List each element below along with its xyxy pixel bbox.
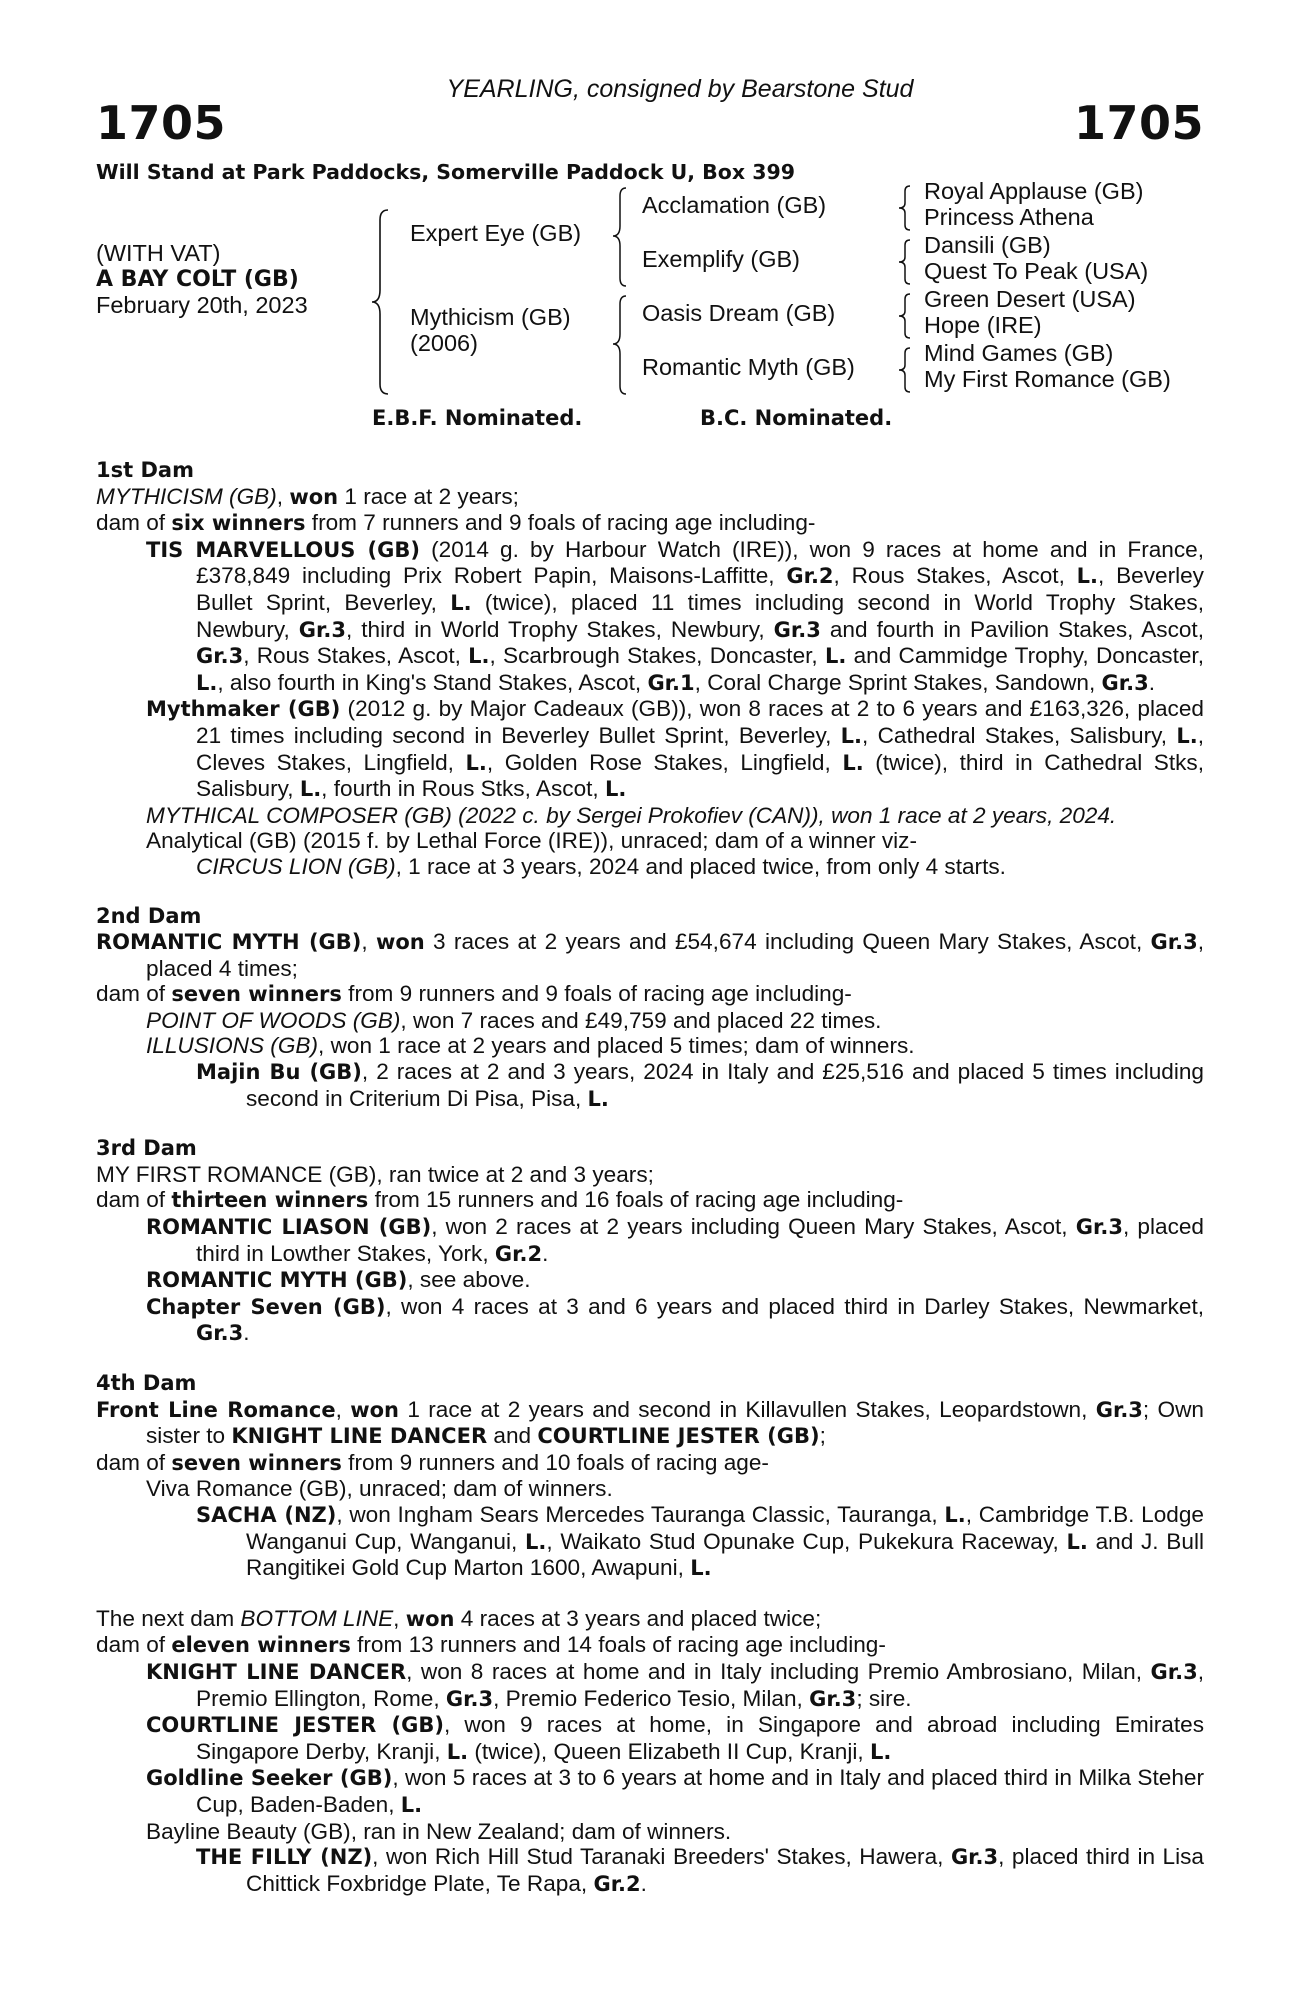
text: 1 race at 2 years; [338,483,519,509]
text: (2014 g. by Harbour Watch (IRE)), won 9 races at home and in France, £378,849 including Prix Robert Papin, Maisons-Laffitte, [196,536,1204,589]
brace-icon [896,346,914,394]
lot-number-right: 1705 [1073,96,1204,150]
text: , [276,483,290,509]
dam-name: BOTTOM LINE [240,1605,394,1631]
horse-name: ILLUSIONS (GB) [146,1033,319,1059]
ebf-nomination: E.B.F. Nominated. [372,406,583,430]
text: 4 races at 3 years and placed twice; [454,1605,822,1631]
winners-count: seven winners [171,982,342,1007]
text: , placed third in Lisa Chittick Foxbridge Plate, Te Rapa, [246,1844,1204,1896]
text: , Cambridge T.B. Lodge Wanganui Cup, Wanganui, [246,1501,1204,1554]
listed: L. [824,644,847,669]
text: , Rous Stakes, Ascot, [243,643,469,669]
text: , third in World Trophy Stakes, Newbury, [345,616,774,642]
grade: Gr.2 [593,1871,641,1896]
won-label: won [350,1397,399,1422]
listed: L. [842,750,864,775]
won-label: won [405,1606,455,1631]
horse-name: KNIGHT LINE DANCER [146,1659,407,1684]
produce-entry: Analytical (GB) (2015 f. by Lethal Force (IRE)), unraced; dam of a winner viz- [146,828,918,854]
text: ; [819,1423,826,1449]
dam-name: Front Line Romance [96,1397,336,1422]
listed: L. [450,590,472,615]
produce-entry: Viva Romance (GB), unraced; dam of winners. [146,1476,613,1502]
text: , won Ingham Sears Mercedes Tauranga Classic, Tauranga, [336,1501,945,1527]
section-title: 2nd Dam [96,903,202,928]
text: , Cleves Stakes, Lingfield, [196,722,1204,775]
sire-dam-name: Exemplify (GB) [642,246,800,272]
winners-count: seven winners [171,1450,342,1475]
horse-name: COURTLINE JESTER (GB) [146,1713,444,1738]
horse-name: POINT OF WOODS (GB) [146,1007,401,1033]
grade: Gr.2 [786,564,834,589]
produce-summary [96,1450,1204,1477]
listed: L. [525,1529,547,1554]
listed: L. [1076,564,1098,589]
produce-entry [96,537,1204,697]
dam-name: Mythicism (GB) [410,304,571,330]
text: , won Rich Hill Stud Taranaki Breeders' Stakes, Hawera, [372,1844,951,1870]
text: , fourth in Rous Stks, Ascot, [321,776,605,802]
dam-name: MYTHICISM (GB) [96,483,277,509]
text: The next dam [96,1605,241,1631]
produce-entry [96,696,1204,802]
listed: L. [465,750,487,775]
ped-ddd: My First Romance (GB) [924,366,1171,392]
stand-location: Will Stand at Park Paddocks, Somerville Paddock U, Box 399 [96,160,796,184]
text: (twice), placed 11 times including second in World Trophy Stakes, Newbury, [196,589,1204,642]
text: and [487,1423,538,1449]
text: , [361,929,376,955]
grand-produce-entry [96,854,1204,880]
text: 1 race at 2 years and second in Killavullen Stakes, Leopardstown, [399,1396,1096,1422]
foaling-date: February 20th, 2023 [96,292,308,318]
pedigree-table [96,178,1204,398]
family-record [96,458,1204,1897]
ped-sss: Royal Applause (GB) [924,178,1144,204]
grade: Gr.3 [809,1686,857,1711]
text: 3 races at 2 years and £54,674 including Queen Mary Stakes, Ascot, [424,929,1151,955]
text: from 9 runners and 10 foals of racing age- [341,1449,769,1475]
text: from 9 runners and 9 foals of racing age including- [341,981,852,1007]
text: , Waikato Stud Opunake Cup, Pukekura Raceway, [546,1528,1067,1554]
horse-name: COURTLINE JESTER (GB) [537,1424,820,1449]
dam-summary [96,1606,1204,1633]
text: dam of [96,981,172,1007]
text: (2012 g. by Major Cadeaux (GB)), won 8 races at 2 to 6 years and £163,326, placed 21 times including second in Beverley Bullet Sprint, Beverley, [196,696,1204,748]
text: , won 5 races at 3 to 6 years at home and in Italy and placed third in Milka Steher Cup, Baden-Baden, [196,1765,1204,1817]
text: , won 1 race at 2 years and placed 5 times; dam of winners. [318,1033,915,1059]
text: , won 8 races at home and in Italy including Premio Ambrosiano, Milan, [406,1658,1151,1684]
produce-summary [96,510,1204,537]
text: ; sire. [856,1685,912,1711]
text: , Rous Stakes, Ascot, [833,563,1077,589]
dam-year: (2006) [410,330,478,356]
produce-entry [96,1712,1204,1765]
horse-name: THE FILLY (NZ) [196,1845,373,1870]
horse-name: Mythmaker (GB) [146,697,341,722]
text: ; Own sister to [146,1396,1204,1449]
text: , see above. [407,1267,531,1293]
text: . [1148,669,1156,695]
winners-count: eleven winners [171,1633,351,1658]
produce-entry [96,1765,1204,1818]
horse-name: TIS MARVELLOUS (GB) [146,537,420,562]
grand-produce-entry [96,1502,1204,1582]
text: . [640,1870,647,1896]
listed: L. [468,644,490,669]
text: , Premio Federico Tesio, Milan, [493,1685,810,1711]
text: , won 7 races and £49,759 and placed 22 times. [400,1007,882,1033]
consignor-line: YEARLING, consigned by Bearstone Stud [446,75,914,103]
dam-brace-icon [610,294,630,396]
section-title: 4th Dam [96,1371,197,1395]
text: from 15 runners and 16 foals of racing age including- [368,1187,904,1213]
main-brace-icon [368,208,392,396]
text: , placed 4 times; [146,929,1204,981]
winners-count: thirteen winners [171,1188,369,1213]
text: and fourth in Pavilion Stakes, Ascot, [820,616,1204,642]
produce-entry: Bayline Beauty (GB), ran in New Zealand; dam of winners. [146,1818,732,1844]
lot-number-left: 1705 [96,96,227,150]
text: , Beverley Bullet Sprint, Beverley, [196,563,1204,615]
listed: L. [299,777,322,802]
text: from 13 runners and 14 foals of racing age including- [350,1632,886,1658]
produce-summary [96,981,1204,1008]
first-dam-section [96,458,1204,880]
fourth-dam-section [96,1371,1204,1582]
text: , won 9 races at home, in Singapore and abroad including Emirates Singapore Derby, Kranji, [196,1712,1204,1764]
grade: Gr.3 [1150,1659,1198,1684]
ped-dss: Green Desert (USA) [924,286,1136,312]
horse-name: Chapter Seven (GB) [146,1294,386,1319]
text: (twice), third in Cathedral Stks, Salisbury, [196,749,1204,802]
text: , won 2 races at 2 years including Queen Mary Stakes, Ascot, [431,1214,1076,1240]
text: dam of [96,1632,172,1658]
vat-note: (WITH VAT) [96,240,221,266]
grand-produce-entry [96,1844,1204,1897]
listed: L. [446,1739,469,1764]
grade: Gr.3 [1150,930,1198,955]
text: and J. Bull Rangitikei Gold Cup Marton 1600, Awapuni, [246,1528,1204,1581]
dam-summary: MY FIRST ROMANCE (GB), ran twice at 2 and 3 years; [96,1161,654,1187]
listed: L. [400,1792,423,1817]
lot-number-row [96,96,1204,150]
text: , 1 race at 3 years, 2024 and placed twice, from only 4 starts. [395,853,1006,879]
text: dam of [96,1449,172,1475]
horse-name: Majin Bu (GB) [196,1060,362,1085]
text: , won 4 races at 3 and 6 years and placed third in Darley Stakes, Newmarket, [385,1293,1204,1319]
text: , Scarbrough Stakes, Doncaster, [489,643,825,669]
catalogue-page [96,72,1204,1921]
grade: Gr.3 [950,1845,999,1870]
grand-produce-entry [96,1059,1204,1112]
lot-horse-name: A BAY COLT (GB) [96,267,299,292]
dam-summary [96,484,1204,511]
text: , placed third in Lowther Stakes, York, [196,1214,1204,1266]
second-dam-section [96,904,1204,1113]
ped-ssd: Princess Athena [924,204,1094,230]
text: dam of [96,510,172,536]
ped-sds: Dansili (GB) [924,232,1051,258]
horse-name: Goldline Seeker (GB) [146,1766,393,1791]
grade: Gr.3 [298,617,346,642]
listed: L. [690,1556,712,1581]
listed: L. [587,1086,609,1111]
text: , Coral Charge Sprint Stakes, Sandown, [694,669,1102,695]
listed: L. [840,723,863,748]
produce-entry: MYTHICAL COMPOSER (GB) (2022 c. by Sergei Prokofiev (CAN)), won 1 race at 2 years, 2024. [146,802,1117,828]
dam-name: ROMANTIC MYTH (GB) [96,930,362,955]
grade: Gr.3 [1101,670,1149,695]
horse-name: CIRCUS LION (GB) [196,853,396,879]
listed: L. [944,1502,966,1527]
section-title: 3rd Dam [96,1136,197,1161]
grade: Gr.1 [647,670,695,695]
listed: L. [196,670,218,695]
grade: Gr.3 [773,617,821,642]
brace-icon [896,292,914,340]
dam-dam-name: Romantic Myth (GB) [642,354,855,380]
text: from 7 runners and 9 foals of racing age including- [305,510,816,536]
text: , Golden Rose Stakes, Lingfield, [486,749,843,775]
sire-brace-icon [610,186,630,288]
listed: L. [869,1739,892,1764]
ped-sdd: Quest To Peak (USA) [924,258,1149,284]
produce-summary [96,1632,1204,1659]
text: . [243,1320,250,1346]
grade: Gr.3 [1095,1397,1143,1422]
brace-icon [896,184,914,232]
third-dam-section [96,1136,1204,1347]
produce-entry [96,1214,1204,1267]
listed: L. [1176,723,1198,748]
nominations [96,398,1204,438]
grade: Gr.3 [445,1686,494,1711]
ped-dds: Mind Games (GB) [924,340,1114,366]
grade: Gr.3 [1075,1215,1123,1240]
text: , also fourth in King's Stand Stakes, Ascot, [217,669,648,695]
bc-nomination: B.C. Nominated. [700,406,893,430]
produce-summary [96,1187,1204,1214]
sire-name: Expert Eye (GB) [410,220,582,246]
won-label: won [375,930,425,955]
text: , [393,1605,406,1631]
listed: L. [604,777,627,802]
horse-name: ROMANTIC LIASON (GB) [146,1215,432,1240]
dam-sire-name: Oasis Dream (GB) [642,300,836,326]
text: , Premio Ellington, Rome, [196,1658,1204,1711]
text: , [335,1396,351,1422]
next-dam-section [96,1606,1204,1898]
text: , 2 races at 2 and 3 years, 2024 in Italy and £25,516 and placed 5 times including second in Criterium Di Pisa, Pisa, [246,1059,1204,1111]
brace-icon [896,238,914,286]
listed: L. [1066,1529,1088,1554]
section-title: 1st Dam [96,458,194,482]
horse-name: KNIGHT LINE DANCER [231,1424,488,1449]
text: and Cammidge Trophy, Doncaster, [846,643,1204,669]
winners-count: six winners [171,511,306,536]
dam-summary [96,929,1204,981]
horse-name: ROMANTIC MYTH (GB) [146,1268,408,1293]
produce-entry [96,1294,1204,1347]
horse-name: SACHA (NZ) [196,1502,337,1527]
produce-entry [96,1033,1204,1059]
text: (twice), Queen Elizabeth II Cup, Kranji, [468,1738,870,1764]
produce-entry [96,1267,1204,1294]
grade: Gr.3 [196,1321,244,1346]
text: . [542,1240,549,1266]
dam-summary [96,1397,1204,1450]
text: , Cathedral Stakes, Salisbury, [862,722,1177,748]
won-label: won [289,484,339,509]
produce-entry [96,1659,1204,1712]
sire-sire-name: Acclamation (GB) [642,192,827,218]
grade: Gr.2 [494,1241,543,1266]
produce-entry [96,1008,1204,1034]
ped-dsd: Hope (IRE) [924,312,1042,338]
grade: Gr.3 [196,644,244,669]
text: dam of [96,1187,172,1213]
